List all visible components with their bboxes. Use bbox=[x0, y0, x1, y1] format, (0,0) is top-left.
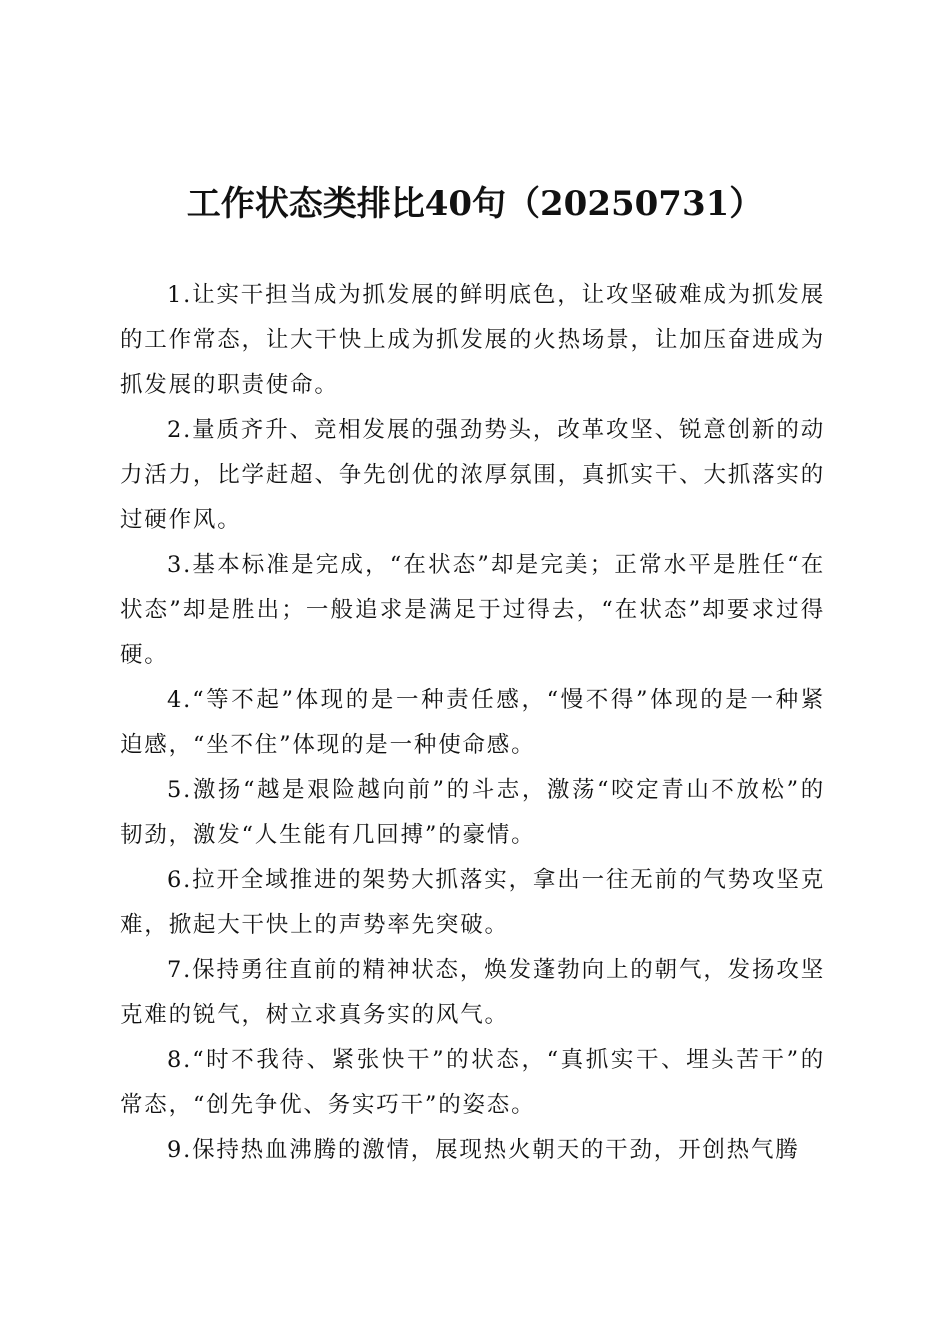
paragraph-2: 2.量质齐升、竞相发展的强劲势头，改革攻坚、锐意创新的动力活力，比学赶超、争先创优的浓厚氛围，真抓实干、大抓落实的过硬作风。 bbox=[120, 417, 825, 533]
paragraph-1: 1.让实干担当成为抓发展的鲜明底色，让攻坚破难成为抓发展的工作常态，让大干快上成为抓发展的火热场景，让加压奋进成为抓发展的职责使命。 bbox=[120, 282, 825, 398]
document-title: 工作状态类排比40句（20250731） bbox=[186, 184, 764, 224]
paragraph-5: 5.激扬“越是艰险越向前”的斗志，激荡“咬定青山不放松”的韧劲，激发“人生能有几回搏”的豪情。 bbox=[120, 777, 825, 848]
paragraph-9: 9.保持热血沸腾的激情，展现热火朝天的干劲，开创热气腾 bbox=[167, 1137, 800, 1163]
document-body bbox=[120, 273, 825, 1173]
paragraph-7: 7.保持勇往直前的精神状态，焕发蓬勃向上的朝气，发扬攻坚克难的锐气，树立求真务实的风气。 bbox=[120, 957, 825, 1028]
paragraph-3: 3.基本标准是完成，“在状态”却是完美；正常水平是胜任“在状态”却是胜出；一般追求是满足于过得去，“在状态”却要求过得硬。 bbox=[120, 552, 825, 668]
paragraph-6: 6.拉开全域推进的架势大抓落实，拿出一往无前的气势攻坚克难，掀起大干快上的声势率先突破。 bbox=[120, 867, 825, 938]
paragraph-8: 8.“时不我待、紧张快干”的状态，“真抓实干、埋头苦干”的常态，“创先争优、务实巧干”的姿态。 bbox=[120, 1047, 825, 1118]
paragraph-4: 4.“等不起”体现的是一种责任感，“慢不得”体现的是一种紧迫感，“坐不住”体现的是一种使命感。 bbox=[120, 687, 825, 758]
